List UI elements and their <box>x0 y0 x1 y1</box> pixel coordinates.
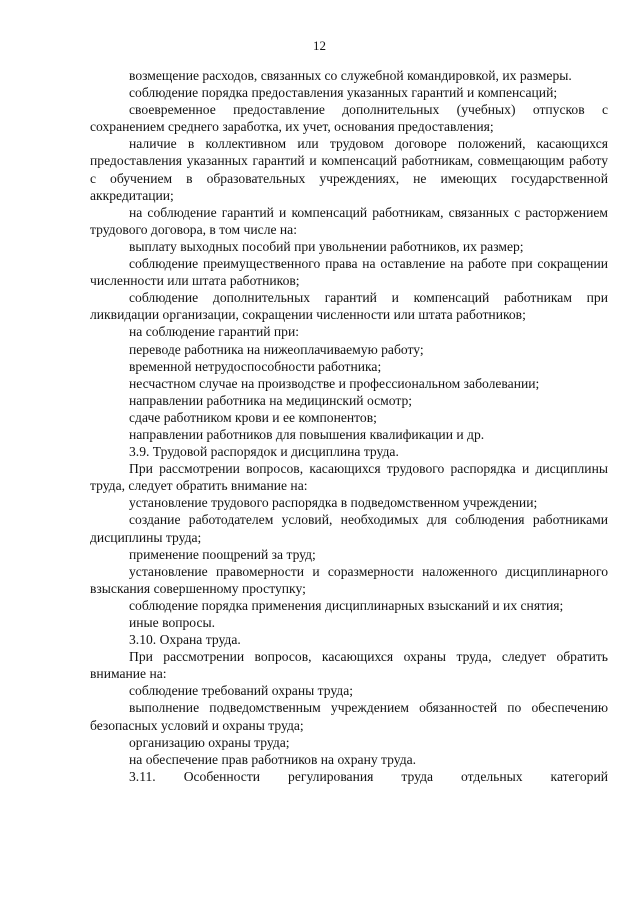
paragraph: соблюдение преимущественного права на оставление на работе при сокращении численности или штата работников; <box>90 256 608 289</box>
paragraph: соблюдение требований охраны труда; <box>129 683 354 699</box>
paragraph: своевременное предоставление дополнительных (учебных) отпусков с сохранением среднего заработка, их учет, основания предоставления; <box>90 102 608 135</box>
paragraph: иные вопросы. <box>129 615 216 630</box>
paragraph: на соблюдение гарантий и компенсаций работникам, связанных с расторжением трудового договора, в том числе на: <box>90 204 608 237</box>
paragraph: создание работодателем условий, необходимых для соблюдения работниками дисциплины труда; <box>90 512 608 545</box>
paragraph: на обеспечение прав работников на охрану труда. <box>129 751 417 767</box>
paragraph: направлении работника на медицинский осмотр; <box>129 392 413 408</box>
paragraph: выполнение подведомственным учреждением обязанностей по обеспечению безопасных условий и охраны труда; <box>90 700 608 733</box>
paragraph: направлении работников для повышения квалификации и др. <box>129 426 485 442</box>
paragraph: установление правомерности и соразмерности наложенного дисциплинарного взыскания совершенному проступку; <box>90 563 608 596</box>
paragraph: организацию охраны труда; <box>129 734 290 750</box>
paragraph: возмещение расходов, связанных со служебной командировкой, их размеры. <box>129 68 572 83</box>
paragraph: на соблюдение гарантий при: <box>129 324 300 340</box>
document-body <box>90 67 608 785</box>
paragraph: соблюдение дополнительных гарантий и компенсаций работникам при ликвидации организации, сокращении численности или штата работников; <box>90 290 608 323</box>
paragraph: наличие в коллективном или трудовом договоре положений, касающихся предоставления указанных гарантий и компенсаций работникам, совмещающим работу с обучением в образовательных учреждениях, не имеющих государственной аккредитации; <box>90 136 608 203</box>
paragraph: соблюдение порядка предоставления указанных гарантий и компенсаций; <box>129 85 558 101</box>
paragraph: несчастном случае на производстве и профессиональном заболевании; <box>129 375 540 391</box>
page-number: 12 <box>313 38 326 53</box>
paragraph: выплату выходных пособий при увольнении работников, их размер; <box>129 238 524 254</box>
paragraph: временной нетрудоспособности работника; <box>129 358 382 374</box>
paragraph: соблюдение порядка применения дисциплинарных взысканий и их снятия; <box>129 597 564 613</box>
paragraph: переводе работника на нижеоплачиваемую работу; <box>129 341 424 357</box>
paragraph: При рассмотрении вопросов, касающихся охраны труда, следует обратить внимание на: <box>90 649 608 682</box>
section-heading: 3.11. Особенности регулирования труда отдельных категорий <box>129 768 608 784</box>
section-heading: 3.10. Охрана труда. <box>129 632 241 648</box>
section-heading: 3.9. Трудовой распорядок и дисциплина труда. <box>129 444 399 460</box>
paragraph: сдаче работником крови и ее компонентов; <box>129 409 377 425</box>
paragraph: применение поощрений за труд; <box>129 546 316 562</box>
paragraph: При рассмотрении вопросов, касающихся трудового распорядка и дисциплины труда, следует обратить внимание на: <box>90 461 608 494</box>
paragraph: установление трудового распорядка в подведомственном учреждении; <box>129 495 538 511</box>
